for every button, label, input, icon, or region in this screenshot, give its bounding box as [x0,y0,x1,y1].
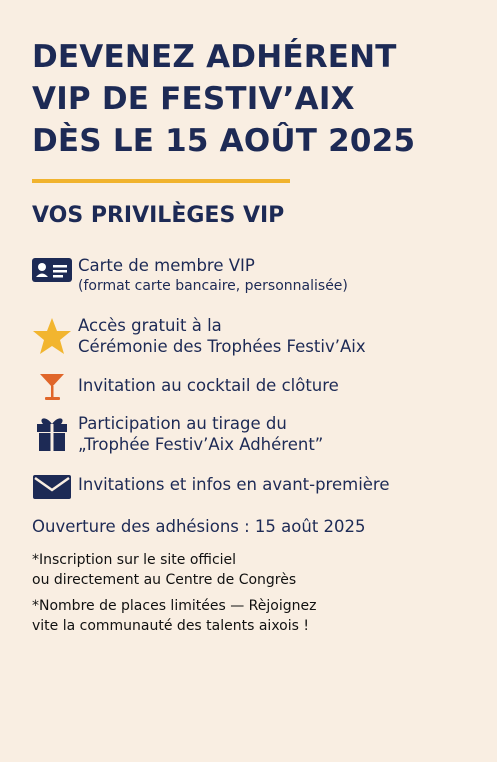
privilege-item-draw [32,413,472,455]
note-line: ou directement au Centre de Congrès [32,572,297,588]
privilege-detail: „Trophée Festiv’Aix Adhérent” [78,435,324,454]
privilege-detail: (format carte bancaire, personnalisée) [78,278,348,294]
title-line-1: DEVENEZ ADHÉRENT [32,39,397,75]
privilege-label: Accès gratuit à la [78,316,222,335]
privilege-detail: Cérémonie des Trophées Festiv’Aix [78,337,366,356]
title-divider [32,179,290,183]
opening-date: Ouverture des adhésions : 15 août 2025 [32,517,366,536]
note-line: *Nombre de places limitées — Rèjoignez [32,598,317,614]
privilege-item-member-card [32,255,472,296]
note-line: *Inscription sur le site officiel [32,552,237,568]
privileges-heading: VOS PRIVILÈGES VIP [32,203,285,228]
limited-places-note [32,596,316,636]
id-card-icon [32,255,78,285]
cocktail-glass-icon [32,372,78,402]
note-line: vite la communauté des talents aixois ! [32,618,309,634]
privilege-label: Invitations et infos en avant-première [78,475,390,494]
title-line-3: DÈS LE 15 AOÛT 2025 [32,123,416,159]
gift-icon [32,413,78,455]
page-title [32,36,415,162]
title-line-2: VIP DE FESTIV’AIX [32,81,355,117]
envelope-icon [32,472,78,502]
privilege-item-invitations [32,472,472,502]
privilege-label: Participation au tirage du [78,414,287,433]
privilege-label: Invitation au cocktail de clôture [78,376,339,395]
registration-note [32,550,296,590]
star-icon [32,315,78,357]
privilege-item-ceremony [32,315,472,357]
privilege-label: Carte de membre VIP [78,256,255,275]
privilege-item-cocktail [32,372,472,402]
